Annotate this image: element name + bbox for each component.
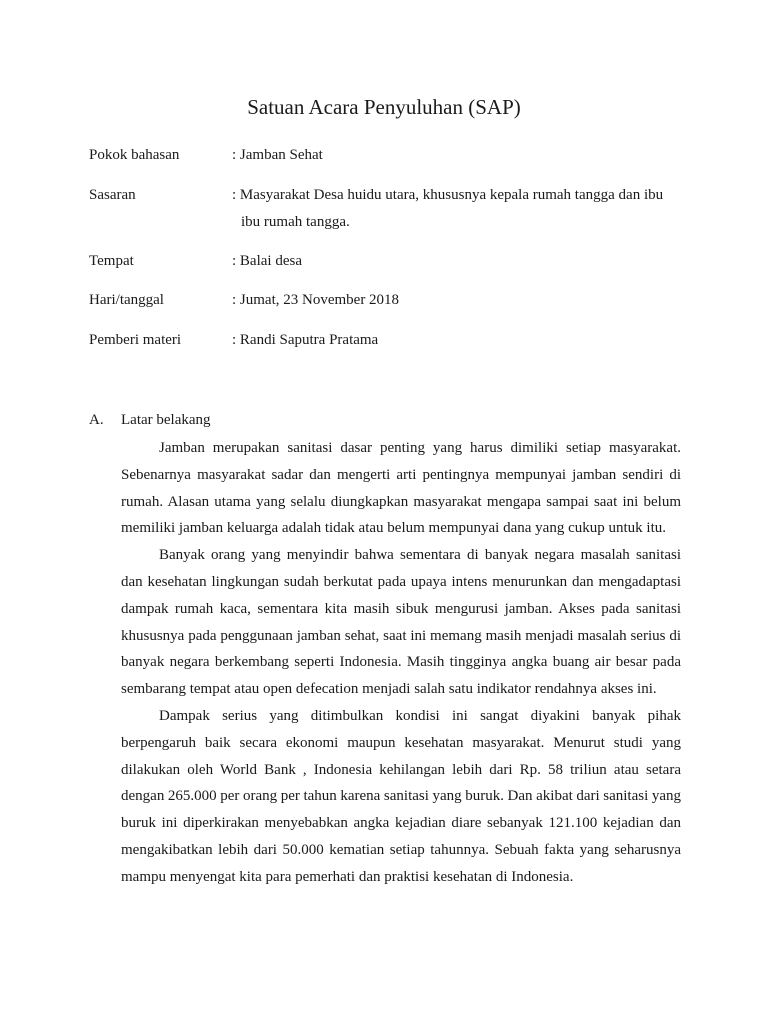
paragraph-line: buruk ini diperkirakan menyebabkan angka kejadian diare sebanyak 121.100 kejadian dan [121, 815, 681, 832]
paragraph-line: Sebenarnya masyarakat sadar dan mengerti arti pentingnya mempunyai jamban sendiri di [121, 466, 681, 483]
paragraph-line: khususnya pada penggunaan jamban sehat, saat ini memang masih menjadi masalah serius di [121, 627, 681, 644]
paragraph-line: mampu menyengat kita para pemerhati dan praktisi kesehatan di Indonesia. [121, 868, 574, 885]
info-value: : Balai desa [232, 253, 302, 269]
info-value: : Masyarakat Desa huidu utara, khususnya kepala rumah tangga dan ibu [232, 187, 664, 203]
info-value: : Randi Saputra Pratama [232, 332, 379, 348]
paragraph-line: dampak rumah kaca, sementara kita masih sibuk mengurusi jamban. Akses pada sanitasi [121, 600, 681, 617]
paragraph-line: dengan 265.000 per orang per tahun karena sanitasi yang buruk. Dan akibat dari sanitasi yang [121, 788, 681, 805]
info-label: Sasaran [89, 187, 136, 203]
paragraph-line: berpengaruh baik secara ekonomi maupun kesehatan masyarakat. Menurut studi yang [121, 734, 681, 751]
section-marker: A. [89, 412, 104, 428]
info-value-continued: ibu rumah tangga. [241, 214, 350, 230]
paragraph-line: sembarang tempat atau open defecation menjadi salah satu indikator rendahnya akses ini. [121, 681, 657, 698]
document-title: Satuan Acara Penyuluhan (SAP) [247, 95, 521, 119]
info-value: : Jamban Sehat [232, 147, 323, 163]
info-label: Hari/tanggal [89, 292, 164, 308]
paragraph-line: memiliki jamban keluarga adalah tidak atau belum mempunyai dana yang cukup untuk itu. [121, 520, 666, 537]
paragraph-line: dilakukan oleh World Bank , Indonesia kehilangan lebih dari Rp. 58 triliun atau setara [121, 761, 681, 778]
paragraph-line: banyak negara berkembang seperti Indonesia. Masih tingginya angka buang air besar pada [121, 654, 681, 671]
paragraph-line: Dampak serius yang ditimbulkan kondisi ini sangat diyakini banyak pihak [159, 708, 681, 724]
info-label: Pokok bahasan [89, 147, 180, 163]
paragraph-line: mengakibatkan lebih dari 50.000 kematian setiap tahunnya. Sebuah fakta yang seharusnya [121, 842, 681, 858]
info-label: Tempat [89, 253, 134, 269]
paragraph-line: dan kesehatan lingkungan sudah berkutat pada upaya intens menurunkan dan mengadaptasi [121, 574, 681, 590]
info-value: : Jumat, 23 November 2018 [232, 292, 400, 308]
info-label: Pemberi materi [89, 332, 182, 348]
paragraph-line: rumah. Alasan utama yang selalu diungkapkan masyarakat mengapa sampai saat ini belum [121, 493, 681, 510]
paragraph-line: Jamban merupakan sanitasi dasar penting yang harus dimiliki setiap masyarakat. [159, 440, 681, 456]
paragraph-line: Banyak orang yang menyindir bahwa sementara di banyak negara masalah sanitasi [159, 547, 681, 564]
section-heading: Latar belakang [121, 412, 211, 428]
